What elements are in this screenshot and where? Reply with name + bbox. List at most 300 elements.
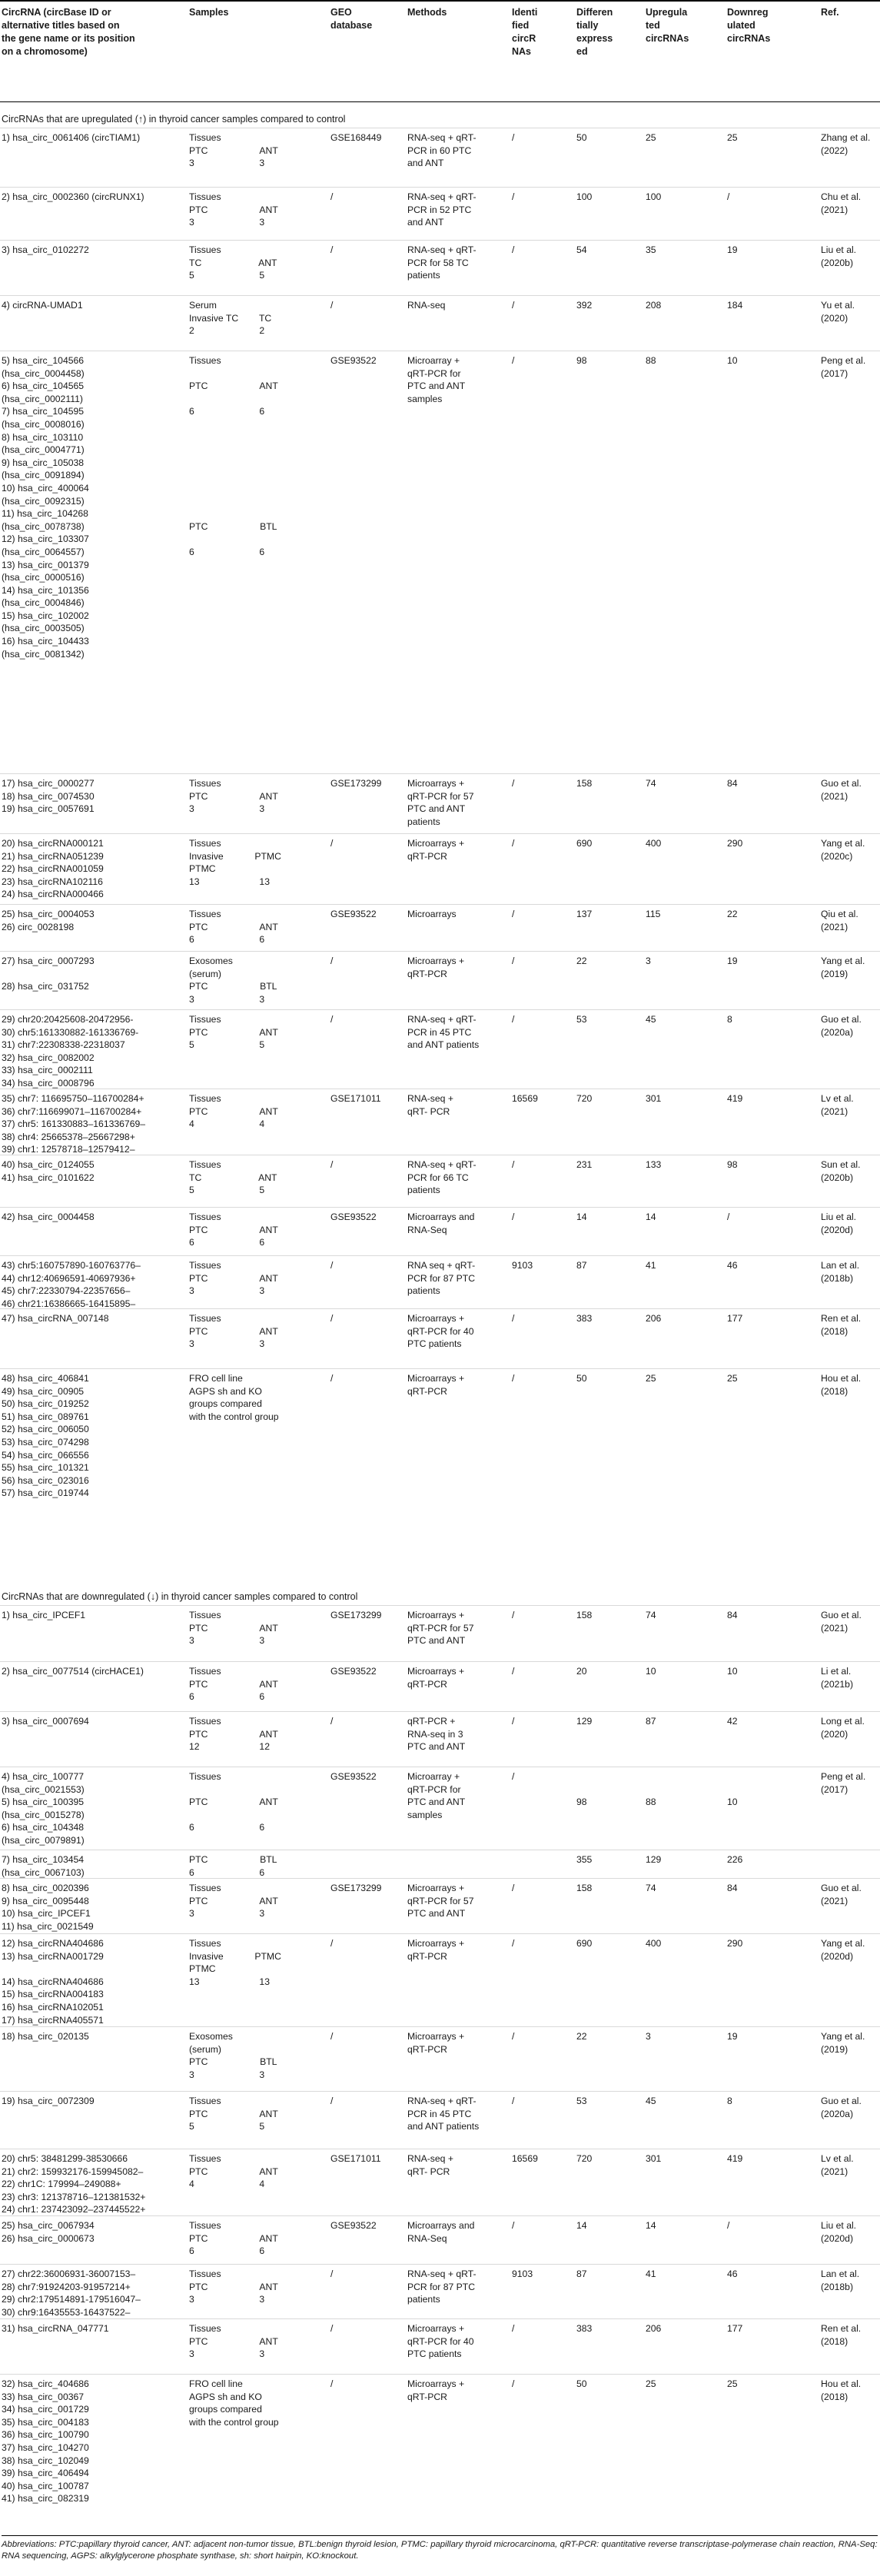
upregulated-cell: 129 [646, 1854, 662, 1865]
geo-cell: / [330, 2096, 334, 2106]
differential-cell: 50 [576, 132, 587, 143]
samples-cell: Tissues PTC ANT 5 5 [189, 1014, 278, 1051]
ref-cell: Guo et al. (2021) [821, 1610, 862, 1634]
ref-cell: Lan et al. (2018b) [821, 1260, 860, 1284]
samples-cell: Tissues PTC ANT 3 3 [189, 191, 278, 228]
circrna-cell: 19) hsa_circ_0072309 [2, 2096, 95, 2106]
table-row [0, 2264, 880, 2318]
table-row [0, 1368, 880, 1499]
differential-cell: 87 [576, 1260, 587, 1271]
differential-cell: 50 [576, 1373, 587, 1384]
downregulated-cell: 8 [727, 2096, 732, 2106]
downregulated-cell: 19 [727, 244, 738, 255]
methods-cell: RNA-seq + qRT- PCR [407, 2153, 453, 2177]
differential-cell: 137 [576, 909, 593, 919]
ref-cell: Sun et al. (2020b) [821, 1159, 861, 1183]
differential-cell: 53 [576, 1014, 587, 1025]
circrna-cell: 1) hsa_circ_IPCEF1 [2, 1610, 86, 1620]
upregulated-cell: 25 [646, 2378, 656, 2389]
ref-cell: Ren et al. (2018) [821, 1313, 862, 1337]
differential-cell: 98 [576, 1797, 587, 1808]
ref-cell: Guo et al. (2020a) [821, 1014, 862, 1038]
geo-cell: / [330, 1938, 334, 1949]
circrna-cell: 25) hsa_circ_0004053 26) circ_0028198 [2, 909, 95, 932]
methods-cell: RNA-seq + qRT- PCR for 58 TC patients [407, 244, 477, 281]
ref-cell: Qiu et al. (2021) [821, 909, 858, 932]
upregulated-cell: 208 [646, 300, 662, 311]
upregulated-cell: 41 [646, 2269, 656, 2279]
identified-cell: / [512, 2031, 515, 2042]
table-header [0, 0, 880, 102]
samples-cell: Tissues PTC ANT 6 6 [189, 909, 278, 946]
methods-cell: qRT-PCR + RNA-seq in 3 PTC and ANT [407, 1716, 466, 1753]
differential-cell: 383 [576, 1313, 593, 1324]
table-row [0, 2374, 880, 2505]
methods-cell: RNA-seq [407, 300, 446, 311]
differential-cell: 158 [576, 778, 593, 789]
section-title: CircRNAs that are upregulated (↑) in thyroid cancer samples compared to control [2, 114, 346, 125]
upregulated-cell: 400 [646, 1938, 662, 1949]
upregulated-cell: 301 [646, 2153, 662, 2164]
ref-cell: Liu et al. (2020d) [821, 1212, 857, 1235]
samples-cell: Tissues PTC ANT 3 3 [189, 2323, 278, 2360]
differential-cell: 720 [576, 2153, 593, 2164]
geo-cell: / [330, 1014, 334, 1025]
geo-cell: / [330, 191, 334, 202]
downregulated-cell: 419 [727, 2153, 743, 2164]
circrna-cell: 25) hsa_circ_0067934 26) hsa_circ_0000673 [2, 2220, 95, 2244]
circrna-cell: 2) hsa_circ_0077514 (circHACE1) [2, 1666, 144, 1677]
ref-cell: Guo et al. (2021) [821, 778, 862, 802]
downregulated-cell: 42 [727, 1716, 738, 1727]
downregulated-cell: 10 [727, 1797, 738, 1808]
identified-cell: / [512, 132, 515, 143]
upregulated-cell: 115 [646, 909, 661, 919]
geo-cell: GSE173299 [330, 1610, 382, 1620]
identified-cell: / [512, 1610, 515, 1620]
header-methods: Methods [407, 7, 447, 18]
downregulated-cell: 19 [727, 2031, 738, 2042]
geo-cell: GSE168449 [330, 132, 382, 143]
identified-cell: / [512, 956, 515, 966]
upregulated-cell: 25 [646, 132, 656, 143]
ref-cell: Guo et al. (2021) [821, 1883, 862, 1906]
samples-cell: Exosomes (serum) PTC BTL 3 3 [189, 956, 277, 1005]
geo-cell: GSE93522 [330, 909, 377, 919]
differential-cell: 53 [576, 2096, 587, 2106]
geo-cell: GSE93522 [330, 1771, 377, 1782]
samples-cell: FRO cell line AGPS sh and KO groups compared with the control group [189, 1373, 279, 1422]
geo-cell: / [330, 1373, 334, 1384]
methods-cell: Microarrays and RNA-Seq [407, 2220, 475, 2244]
methods-cell: Microarrays + qRT-PCR for 40 PTC patients [407, 1313, 474, 1350]
upregulated-cell: 87 [646, 1716, 656, 1727]
upregulated-cell: 10 [646, 1666, 656, 1677]
circrna-cell: 29) chr20:20425608-20472956- 30) chr5:161330882-161336769- 31) chr7:22308338-22318037 32) hsa_circ_0082002 33) hsa_circ_0002111 34) hsa_circ_0008796 [2, 1014, 139, 1089]
identified-cell: / [512, 1883, 515, 1893]
geo-cell: / [330, 1159, 334, 1170]
circrna-cell: 42) hsa_circ_0004458 [2, 1212, 95, 1222]
header-upregulated: Upregula ted circRNAs [646, 7, 689, 44]
upregulated-cell: 45 [646, 2096, 656, 2106]
identified-cell: / [512, 1313, 515, 1324]
samples-cell: Tissues TC ANT 5 5 [189, 244, 277, 281]
downregulated-cell: 184 [727, 300, 743, 311]
differential-cell: 720 [576, 1093, 593, 1104]
upregulated-cell: 301 [646, 1093, 662, 1104]
differential-cell: 129 [576, 1716, 593, 1727]
geo-cell: / [330, 2323, 334, 2334]
differential-cell: 14 [576, 2220, 587, 2231]
ref-cell: Yang et al. (2019) [821, 956, 865, 979]
methods-cell: Microarrays + qRT-PCR [407, 838, 465, 862]
methods-cell: RNA-seq + qRT- PCR in 45 PTC and ANT patients [407, 2096, 480, 2132]
circrna-cell: 20) chr5: 38481299-38530666 21) chr2: 159932176-159945082– 22) chr1C: 179994–249088+ 23) chr3: 121378716–121381532+ 24) chr1: 237423092–237445522+ [2, 2153, 146, 2215]
samples-cell: Tissues PTC ANT 3 3 [189, 132, 278, 169]
samples-cell: Tissues PTC ANT 4 4 [189, 1093, 278, 1130]
samples-cell: Tissues PTC ANT 3 3 [189, 2269, 278, 2305]
table-row [0, 1711, 880, 1753]
methods-cell: Microarrays + qRT-PCR for 57 PTC and ANT [407, 1610, 474, 1647]
upregulated-cell: 14 [646, 2220, 656, 2231]
upregulated-cell: 88 [646, 355, 656, 366]
ref-cell: Liu et al. (2020b) [821, 244, 857, 268]
circrna-cell: 8) hsa_circ_0020396 9) hsa_circ_0095448 10) hsa_circ_IPCEF1 11) hsa_circ_0021549 [2, 1883, 94, 1932]
differential-cell: 22 [576, 2031, 587, 2042]
table-row [0, 904, 880, 946]
ref-cell: Liu et al. (2020d) [821, 2220, 857, 2244]
identified-cell: / [512, 2323, 515, 2334]
samples-cell: Tissues Invasive PTMC PTMC 13 13 [189, 1938, 281, 1987]
differential-cell: 54 [576, 244, 587, 255]
identified-cell: / [512, 1938, 515, 1949]
table-row [0, 295, 880, 337]
upregulated-cell: 25 [646, 1373, 656, 1384]
ref-cell: Yang et al. (2020d) [821, 1938, 865, 1962]
geo-cell: / [330, 300, 334, 311]
section-title: CircRNAs that are downregulated (↓) in thyroid cancer samples compared to control [2, 1591, 358, 1602]
circrna-cell: 5) hsa_circ_104566 (hsa_circ_0004458) 6) hsa_circ_104565 (hsa_circ_0002111) 7) hsa_circ_104595 (hsa_circ_0008016) 8) hsa_circ_103110 (hsa_circ_0004771) 9) hsa_circ_105038 (hsa_circ_0091894) 10) hsa_circ_400064 (hsa_circ_0092315) 11) hsa_circ_104268 (hsa_circ_0078738) 12) hsa_circ_103307 (hsa_circ_0064557) 13) hsa_circ_001379 (hsa_circ_0000516) 14) hsa_circ_101356 (hsa_circ_0004846) 15) hsa_circ_102002 (hsa_circ_0003505) 16) hsa_circ_104433 (hsa_circ_0081342) [2, 355, 89, 660]
samples-cell: Tissues PTC ANT 4 4 [189, 2153, 278, 2190]
table-row [0, 2215, 880, 2257]
ref-cell: Lv et al. (2021) [821, 2153, 854, 2177]
circrna-cell: 27) hsa_circ_0007293 28) hsa_circ_031752 [2, 956, 95, 992]
differential-cell: 98 [576, 355, 587, 366]
ref-cell: Ren et al. (2018) [821, 2323, 862, 2347]
circrna-cell: 3) hsa_circ_0102272 [2, 244, 89, 255]
methods-cell: Microarrays + qRT-PCR for 57 PTC and ANT patients [407, 778, 474, 827]
downregulated-cell: 19 [727, 956, 738, 966]
identified-cell: / [512, 1014, 515, 1025]
methods-cell: Microarrays + qRT-PCR [407, 2378, 465, 2402]
identified-cell: / [512, 1666, 515, 1677]
downregulated-cell: 419 [727, 1093, 743, 1104]
upregulated-cell: 74 [646, 1610, 656, 1620]
methods-cell: Microarrays [407, 909, 457, 919]
methods-cell: Microarrays + qRT-PCR [407, 956, 465, 979]
table-row [0, 240, 880, 281]
differential-cell: 158 [576, 1610, 593, 1620]
samples-cell: Tissues PTC ANT 6 6 PTC BTL 6 6 [189, 355, 278, 557]
identified-cell: / [512, 778, 515, 789]
identified-cell: / [512, 2378, 515, 2389]
downregulated-cell: 84 [727, 1610, 738, 1620]
downregulated-cell: 98 [727, 1159, 738, 1170]
methods-cell: Microarrays + qRT-PCR for 57 PTC and ANT [407, 1883, 474, 1920]
table-row [0, 2318, 880, 2360]
table-row [0, 1933, 880, 2026]
samples-cell: Tissues PTC ANT 3 3 [189, 1313, 278, 1350]
ref-cell: Long et al. (2020) [821, 1716, 865, 1740]
methods-cell: Microarrays + qRT-PCR [407, 1666, 465, 1690]
identified-cell: / [512, 300, 515, 311]
geo-cell: GSE93522 [330, 2220, 377, 2231]
circrna-cell: 2) hsa_circ_0002360 (circRUNX1) [2, 191, 144, 202]
identified-cell: / [512, 1212, 515, 1222]
methods-cell: RNA-seq + qRT- PCR [407, 1093, 453, 1117]
identified-cell: / [512, 1716, 515, 1727]
methods-cell: Microarrays and RNA-Seq [407, 1212, 475, 1235]
samples-cell: Tissues PTC ANT 6 6 [189, 1666, 278, 1703]
downregulated-cell: 10 [727, 1666, 738, 1677]
table-row [0, 833, 880, 900]
downregulated-cell: 177 [727, 1313, 743, 1324]
ref-cell: Chu et al. (2021) [821, 191, 862, 215]
table-row [0, 1605, 880, 1647]
methods-cell: Microarrays + qRT-PCR [407, 2031, 465, 2055]
geo-cell: / [330, 1716, 334, 1727]
table-row [0, 2026, 880, 2080]
differential-cell: 383 [576, 2323, 593, 2334]
methods-cell: RNA-seq + qRT- PCR in 52 PTC and ANT [407, 191, 477, 228]
identified-cell: / [512, 244, 515, 255]
samples-cell: Tissues PTC ANT 6 6 [189, 1771, 278, 1833]
downregulated-cell: / [727, 2220, 730, 2231]
geo-cell: / [330, 244, 334, 255]
geo-cell: / [330, 1260, 334, 1271]
methods-cell: Microarrays + qRT-PCR [407, 1373, 465, 1397]
identified-cell: / [512, 191, 515, 202]
header-ref: Ref. [821, 7, 839, 18]
circrna-cell: 32) hsa_circ_404686 33) hsa_circ_00367 34) hsa_circ_001729 35) hsa_circ_004183 36) hsa_circ_100790 37) hsa_circ_104270 38) hsa_circ_102049 39) hsa_circ_406494 40) hsa_circ_100787 41) hsa_circ_082319 [2, 2378, 89, 2505]
table-row [0, 951, 880, 1005]
geo-cell: GSE171011 [330, 2153, 381, 2164]
downregulated-cell: 46 [727, 2269, 738, 2279]
upregulated-cell: 74 [646, 778, 656, 789]
geo-cell: / [330, 956, 334, 966]
ref-cell: Peng et al. (2017) [821, 355, 866, 379]
samples-cell: Tissues PTC ANT 3 3 [189, 1883, 278, 1920]
samples-cell: FRO cell line AGPS sh and KO groups compared with the control group [189, 2378, 279, 2428]
differential-cell: 355 [576, 1854, 593, 1865]
ref-cell: Guo et al. (2020a) [821, 2096, 862, 2119]
downregulated-cell: 290 [727, 1938, 743, 1949]
table-row [0, 2091, 880, 2132]
identified-cell: / [512, 909, 515, 919]
geo-cell: GSE93522 [330, 1212, 377, 1222]
downregulated-cell: 226 [727, 1854, 743, 1865]
header-samples: Samples [189, 7, 229, 18]
differential-cell: 690 [576, 838, 593, 849]
circrna-cell: 4) circRNA-UMAD1 [2, 300, 83, 311]
methods-cell: Microarrays + qRT-PCR for 40 PTC patients [407, 2323, 474, 2360]
downregulated-cell: 25 [727, 2378, 738, 2389]
circrna-cell: 47) hsa_circRNA_007148 [2, 1313, 109, 1324]
identified-cell: / [512, 838, 515, 849]
differential-cell: 14 [576, 1212, 587, 1222]
identified-cell: / [512, 2096, 515, 2106]
samples-cell: Serum Invasive TC TC 2 2 [189, 300, 272, 337]
circrna-cell: 7) hsa_circ_103454 (hsa_circ_0067103) [2, 1854, 85, 1878]
identified-cell: / [512, 1771, 515, 1782]
circrna-cell: 18) hsa_circ_020135 [2, 2031, 89, 2042]
identified-cell: / [512, 355, 515, 366]
circrna-cell: 48) hsa_circ_406841 49) hsa_circ_00905 50) hsa_circ_019252 51) hsa_circ_089761 52) hsa_circ_006050 53) hsa_circ_074298 54) hsa_circ_066556 55) hsa_circ_101321 56) hsa_circ_023016 57) hsa_circ_019744 [2, 1373, 89, 1499]
table-row [0, 1308, 880, 1350]
geo-cell: GSE173299 [330, 1883, 382, 1893]
table-row [0, 1661, 880, 1703]
samples-cell: Tissues PTC ANT 6 6 [189, 1212, 278, 1248]
circrna-cell: 31) hsa_circRNA_047771 [2, 2323, 109, 2334]
header-differential: Differen tially express ed [576, 7, 613, 57]
table-row [0, 1009, 880, 1089]
ref-cell: Yu et al. (2020) [821, 300, 855, 324]
ref-cell: Hou et al. (2018) [821, 1373, 862, 1397]
identified-cell: 16569 [512, 1093, 538, 1104]
samples-cell: Tissues PTC ANT 3 3 [189, 1610, 278, 1647]
downregulated-cell: 46 [727, 1260, 738, 1271]
header-circrna: CircRNA (circBase ID or alternative titles based on the gene name or its position on a chromosome) [2, 7, 135, 57]
identified-cell: 16569 [512, 2153, 538, 2164]
circrna-cell: 12) hsa_circRNA404686 13) hsa_circRNA001729 14) hsa_circRNA404686 15) hsa_circRNA004183 16) hsa_circRNA102051 17) hsa_circRNA405571 [2, 1938, 104, 2026]
differential-cell: 690 [576, 1938, 593, 1949]
samples-cell: Tissues TC ANT 5 5 [189, 1159, 277, 1196]
geo-cell: / [330, 2269, 334, 2279]
upregulated-cell: 41 [646, 1260, 656, 1271]
geo-cell: / [330, 2031, 334, 2042]
circrna-cell: 17) hsa_circ_0000277 18) hsa_circ_0074530 19) hsa_circ_0057691 [2, 778, 95, 815]
downregulated-cell: 22 [727, 909, 738, 919]
downregulated-cell: 25 [727, 132, 738, 143]
upregulated-cell: 3 [646, 956, 651, 966]
ref-cell: Li et al. (2021b) [821, 1666, 854, 1690]
header-geo: GEO database [330, 7, 373, 31]
downregulated-cell: 84 [727, 778, 738, 789]
differential-cell: 392 [576, 300, 593, 311]
differential-cell: 231 [576, 1159, 593, 1170]
geo-cell: / [330, 2378, 334, 2389]
downregulated-cell: / [727, 1212, 730, 1222]
circrna-cell: 20) hsa_circRNA000121 21) hsa_circRNA051239 22) hsa_circRNA001059 23) hsa_circRNA102116 24) hsa_circRNA000466 [2, 838, 104, 900]
ref-cell: Lan et al. (2018b) [821, 2269, 860, 2292]
circrna-cell: 27) chr22:36006931-36007153– 28) chr7:91924203-91957214+ 29) chr2:179514891-179516047– 30) chr9:16435553-16437522– [2, 2269, 141, 2318]
differential-cell: 158 [576, 1883, 593, 1893]
methods-cell: RNA-seq + qRT- PCR in 45 PTC and ANT patients [407, 1014, 480, 1051]
samples-cell: PTC BTL 6 6 [189, 1854, 277, 1878]
ref-cell: Yang et al. (2020c) [821, 838, 865, 862]
methods-cell: RNA-seq + qRT- PCR in 60 PTC and ANT [407, 132, 477, 169]
upregulated-cell: 100 [646, 191, 662, 202]
upregulated-cell: 14 [646, 1212, 656, 1222]
downregulated-cell: 8 [727, 1014, 732, 1025]
downregulated-cell: 84 [727, 1883, 738, 1893]
identified-cell: / [512, 1159, 515, 1170]
methods-cell: Microarray + qRT-PCR for PTC and ANT samples [407, 1771, 466, 1820]
methods-cell: RNA seq + qRT- PCR for 87 PTC patients [407, 1260, 476, 1297]
geo-cell: / [330, 838, 334, 849]
downregulated-cell: 177 [727, 2323, 743, 2334]
upregulated-cell: 206 [646, 1313, 662, 1324]
ref-cell: Yang et al. (2019) [821, 2031, 865, 2055]
ref-cell: Hou et al. (2018) [821, 2378, 862, 2402]
upregulated-cell: 88 [646, 1797, 656, 1808]
circrna-cell: 4) hsa_circ_100777 (hsa_circ_0021553) 5) hsa_circ_100395 (hsa_circ_0015278) 6) hsa_circ_104348 (hsa_circ_0079891) [2, 1771, 85, 1846]
upregulated-cell: 3 [646, 2031, 651, 2042]
circrna-cell: 3) hsa_circ_0007694 [2, 1716, 89, 1727]
table-row [0, 1255, 880, 1309]
upregulated-cell: 400 [646, 838, 662, 849]
header-identified: Identi fied circR NAs [512, 7, 538, 57]
geo-cell: GSE171011 [330, 1093, 381, 1104]
methods-cell: Microarrays + qRT-PCR [407, 1938, 465, 1962]
samples-cell: Tissues Invasive PTMC PTMC 13 13 [189, 838, 281, 887]
samples-cell: Tissues PTC ANT 5 5 [189, 2096, 278, 2132]
identified-cell: 9103 [512, 1260, 533, 1271]
differential-cell: 87 [576, 2269, 587, 2279]
differential-cell: 22 [576, 956, 587, 966]
methods-cell: RNA-seq + qRT- PCR for 66 TC patients [407, 1159, 477, 1196]
differential-cell: 50 [576, 2378, 587, 2389]
circrna-cell: 35) chr7: 116695750–116700284+ 36) chr7:116699071–116700284+ 37) chr5: 161330883–161336769– 38) chr4: 25665378–25667298+ 39) chr1: 12578718–12579412– [2, 1093, 146, 1155]
ref-cell: Zhang et al. (2022) [821, 132, 871, 156]
identified-cell: / [512, 1373, 515, 1384]
geo-cell: GSE93522 [330, 355, 377, 366]
samples-cell: Tissues PTC ANT 3 3 [189, 778, 278, 815]
methods-cell: Microarray + qRT-PCR for PTC and ANT samples [407, 355, 466, 404]
samples-cell: Tissues PTC ANT 3 3 [189, 1260, 278, 1297]
geo-cell: / [330, 1313, 334, 1324]
identified-cell: 9103 [512, 2269, 533, 2279]
downregulated-cell: / [727, 191, 730, 202]
samples-cell: Exosomes (serum) PTC BTL 3 3 [189, 2031, 277, 2080]
geo-cell: GSE173299 [330, 778, 382, 789]
upregulated-cell: 74 [646, 1883, 656, 1893]
differential-cell: 20 [576, 1666, 587, 1677]
downregulated-cell: 25 [727, 1373, 738, 1384]
geo-cell: GSE93522 [330, 1666, 377, 1677]
table-row [0, 1207, 880, 1248]
upregulated-cell: 35 [646, 244, 656, 255]
samples-cell: Tissues PTC ANT 6 6 [189, 2220, 278, 2257]
ref-cell: Peng et al. (2017) [821, 1771, 866, 1795]
ref-cell: Lv et al. (2021) [821, 1093, 854, 1117]
table-footnote: Abbreviations: PTC:papillary thyroid cancer, ANT: adjacent non-tumor tissue, BTL:benign thyroid lesion, PTMC: papillary thyroid microcarcinoma, qRT-PCR: quantitative reverse transcriptase-polymerase chain reaction, RNA-Seq: RNA sequencing, AGPS: alkylglycerone phosphate synthase, sh: short hairpin, KO:knockout. [2, 2535, 878, 2561]
downregulated-cell: 290 [727, 838, 743, 849]
circrna-cell: 1) hsa_circ_0061406 (circTIAM1) [2, 132, 141, 143]
methods-cell: RNA-seq + qRT- PCR for 87 PTC patients [407, 2269, 477, 2305]
identified-cell: / [512, 2220, 515, 2231]
table-row [0, 773, 880, 827]
upregulated-cell: 206 [646, 2323, 662, 2334]
table-row [0, 1878, 880, 1932]
upregulated-cell: 133 [646, 1159, 662, 1170]
circrna-cell: 43) chr5:160757890-160763776– 44) chr12:40696591-40697936+ 45) chr7:22330794-22357656– 46) chr21:16386665-16415895– [2, 1260, 141, 1309]
header-downregulated: Downreg ulated circRNAs [727, 7, 771, 44]
table-row [0, 187, 880, 228]
samples-cell: Tissues PTC ANT 12 12 [189, 1716, 278, 1753]
circrna-cell: 40) hsa_circ_0124055 41) hsa_circ_0101622 [2, 1159, 95, 1183]
differential-cell: 100 [576, 191, 593, 202]
